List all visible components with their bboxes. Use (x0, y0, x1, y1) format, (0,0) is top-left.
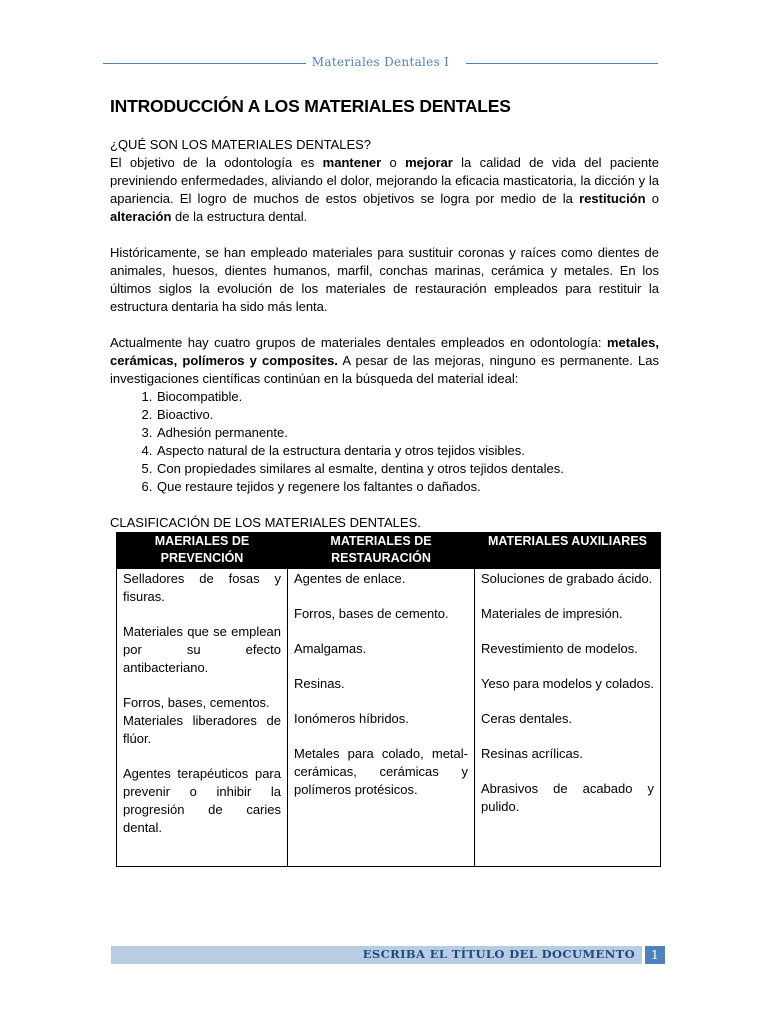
paragraph-objective: El objetivo de la odontología es mantener o mejorar la calidad de vida del paciente previniendo enfermedades, aliviando el dolor, mejorando la eficacia masticatoria, la dicción y la apariencia. El logro de muchos de estos objetivos se logra por medio de la restitución o alteración de la estructura dental. (110, 155, 660, 224)
cell-item: Materiales de impresión. (481, 606, 623, 621)
ideal-material-list (110, 388, 659, 496)
paragraph-history: Históricamente, se han empleado materiales para sustituir coronas y raíces como dientes de animales, huesos, dientes humanos, marfil, conchas marinas, cerámica y metales. En los últimos siglos la evolución de los materiales de restauración empleados para restituir la estructura dentaria ha sido más lenta. (110, 245, 659, 314)
cell-item: Resinas acrílicas. (481, 746, 583, 761)
column-header-restoration: MATERIALES DE RESTAURACIÓN (288, 533, 475, 569)
document-title: INTRODUCCIÓN A LOS MATERIALES DENTALES (110, 96, 511, 116)
cell-item: Yeso para modelos y colados. (481, 676, 654, 691)
cell-item: Metales para colado, metal-cerámicas, cerámicas y polímeros protésicos. (294, 746, 468, 797)
list-item: 6. Que restaure tejidos y regenere los faltantes o dañados. (156, 478, 659, 496)
cell-item: Forros, bases, cementos. (123, 695, 270, 710)
list-item: 4. Aspecto natural de la estructura dentaria y otros tejidos visibles. (156, 442, 659, 460)
section-subtitle: ¿QUÉ SON LOS MATERIALES DENTALES? (110, 137, 372, 152)
page-header (103, 55, 658, 71)
paragraph-groups: Actualmente hay cuatro grupos de materiales dentales empleados en odontología: metales, cerámicas, polímeros y composites. A pesar de las mejoras, ninguno es permanente. Las investigaciones científicas continúan en la búsqueda del material ideal: (110, 335, 659, 386)
auxiliary-cell (475, 569, 661, 867)
column-header-prevention: MAERIALES DE PREVENCIÓN (117, 533, 288, 569)
column-header-auxiliary: MATERIALES AUXILIARES (475, 533, 661, 569)
restoration-cell (288, 569, 475, 867)
list-item: 1. Biocompatible. (156, 388, 659, 406)
cell-item: Resinas. (294, 676, 345, 691)
list-item: 3. Adhesión permanente. (156, 424, 659, 442)
table-row (117, 569, 661, 867)
cell-item: Amalgamas. (294, 641, 367, 656)
page-content (110, 95, 659, 867)
cell-item: Agentes de enlace. (294, 571, 406, 586)
cell-item: Revestimiento de modelos. (481, 641, 638, 656)
classification-table (116, 532, 661, 867)
page-footer (111, 946, 665, 964)
footer-title: ESCRIBA EL TÍTULO DEL DOCUMENTO (362, 947, 635, 961)
cell-item: Forros, bases de cemento. (294, 606, 449, 621)
cell-item: Ionómeros híbridos. (294, 711, 409, 726)
cell-item: Materiales liberadores de flúor. (123, 713, 281, 746)
cell-item: Ceras dentales. (481, 711, 573, 726)
header-rule-right (466, 63, 658, 64)
cell-item: Soluciones de grabado ácido. (481, 571, 653, 586)
cell-item: Materiales que se emplean por su efecto antibacteriano. (123, 624, 281, 675)
list-item: 2. Bioactivo. (156, 406, 659, 424)
table-header-row (117, 533, 661, 569)
list-item: 5. Con propiedades similares al esmalte, dentina y otros tejidos dentales. (156, 460, 659, 478)
cell-item: Agentes terapéuticos para prevenir o inhibir la progresión de caries dental. (123, 766, 281, 835)
table-caption: CLASIFICACIÓN DE LOS MATERIALES DENTALES. (110, 515, 421, 530)
cell-item: Selladores de fosas y fisuras. (123, 571, 281, 604)
header-title: Materiales Dentales I (311, 55, 450, 69)
page-number: 1 (645, 946, 665, 964)
prevention-cell (117, 569, 288, 867)
cell-item: Abrasivos de acabado y pulido. (481, 781, 654, 814)
